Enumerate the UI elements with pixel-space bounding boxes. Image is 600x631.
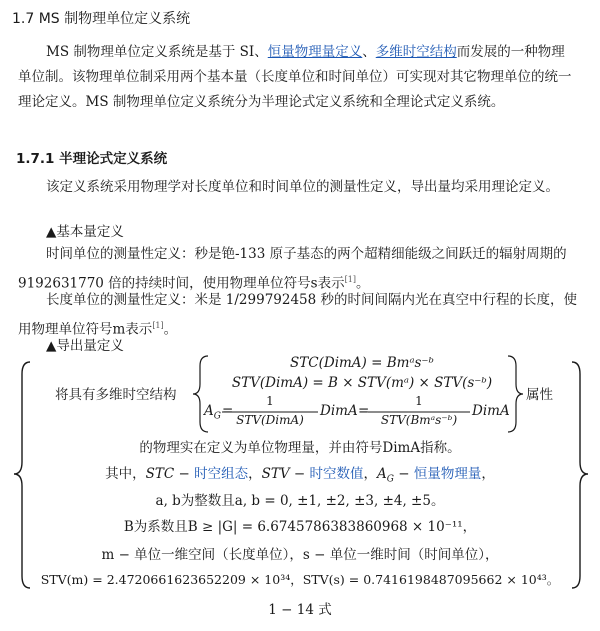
formula-b-line: B为系数且B ≥ |G| = 6.6745786383860968 × 10⁻¹¹， xyxy=(123,519,477,535)
stv-dash: − xyxy=(289,466,310,482)
stv-symbol: STV xyxy=(261,466,290,482)
subsection-intro: 该定义系统采用物理学对长度单位和时间单位的测量性定义，导出量均采用理论定义。 xyxy=(46,179,559,195)
stc-term-link[interactable]: 时空组态 xyxy=(194,466,249,482)
frac2-dima: DimA xyxy=(472,403,510,419)
ag-dash: − xyxy=(393,466,414,482)
formula-prefix: 将具有多维时空结构 xyxy=(55,387,177,403)
link-multidim-structure[interactable]: 多维时空结构 xyxy=(375,44,457,60)
outer-right-brace xyxy=(572,362,588,588)
length-ref[interactable]: [1] xyxy=(152,321,164,330)
equation-number: 1 − 14 式 xyxy=(268,602,332,618)
ag-equals: = xyxy=(222,403,234,419)
intro-sep: 、 xyxy=(362,44,376,60)
link-constant-quantity[interactable]: 恒量物理量定义 xyxy=(267,44,363,60)
outer-left-brace xyxy=(14,362,30,588)
formula-line-stc: STC(DimA) = Bmᵃs⁻ᵇ xyxy=(290,355,434,371)
formula-def-line: 的物理实在定义为单位物理量，并由符号DimA指称。 xyxy=(139,440,461,456)
subsection-title: 1.7.1 半理论式定义系统 xyxy=(16,151,168,167)
formula-ab-line: a, b为整数且a, b = 0, ±1, ±2, ±3, ±4, ±5。 xyxy=(155,493,445,509)
time-ref[interactable]: [1] xyxy=(344,275,356,284)
basic-heading: ▲基本量定义 xyxy=(46,224,124,240)
ag-symbol-2: $A_G$ xyxy=(377,466,394,485)
formula-where-line xyxy=(30,462,570,485)
where-comma-2: ， xyxy=(363,466,378,482)
formula-ms-line: m − 单位一维空间（长度单位），s − 单位一维时间（时间单位）， xyxy=(101,547,499,563)
derived-heading: ▲导出量定义 xyxy=(46,338,124,354)
intro-tail: 而发展的一种物理单位制。该物理单位制采用两个基本量（长度单位和时间单位）可实现对其它物理单位的统一理论定义。MS 制物理单位定义系统分为半理论式定义系统和全理论式定义系统。 xyxy=(18,44,572,110)
formula-stv-line: STV(m) = 2.4720661623652209 × 10³⁴，STV(s) = 0.7416198487095662 × 10⁴³。 xyxy=(40,572,560,587)
ag-symbol: $A_G$ xyxy=(204,403,221,422)
stc-dash: − xyxy=(174,466,195,482)
frac1-denominator: STV(DimA) xyxy=(236,413,304,427)
stc-symbol: STC xyxy=(145,466,175,482)
length-end: 。 xyxy=(163,321,178,338)
stv-term-link[interactable]: 时空数值 xyxy=(309,466,364,482)
length-def-text: 长度单位的测量性定义：米是 1/299792458 秒的时间间隔内光在真空中行程的长度，使用物理单位符号m表示 xyxy=(18,292,578,338)
frac1-numerator: 1 xyxy=(266,394,274,408)
section-title: 1.7 MS 制物理单位定义系统 xyxy=(12,11,191,27)
intro-lead: MS 制物理单位定义系统是基于 SI、 xyxy=(46,44,268,60)
where-comma-3: ， xyxy=(481,466,495,482)
time-def-text: 时间单位的测量性定义：秒是铯-133 原子基态的两个超精细能级之间跃迁的辐射周期的 9192631770 倍的持续时间，使用物理单位符号s表示 xyxy=(18,246,567,292)
where-lead: 其中， xyxy=(105,466,146,482)
time-end: 。 xyxy=(355,275,370,292)
formula-line-stv: STV(DimA) = B × STV(mᵃ) × STV(s⁻ᵇ) xyxy=(231,375,493,391)
where-comma-1: ， xyxy=(248,466,262,482)
frac1-dima: DimA xyxy=(320,403,358,419)
frac2-denominator: STV(Bmᵃs⁻ᵇ) xyxy=(380,413,458,427)
frac-equals: = xyxy=(358,403,370,419)
formula-suffix: 属性 xyxy=(526,387,553,403)
ag-term-link[interactable]: 恒量物理量 xyxy=(413,466,482,482)
frac2-numerator: 1 xyxy=(415,394,423,408)
